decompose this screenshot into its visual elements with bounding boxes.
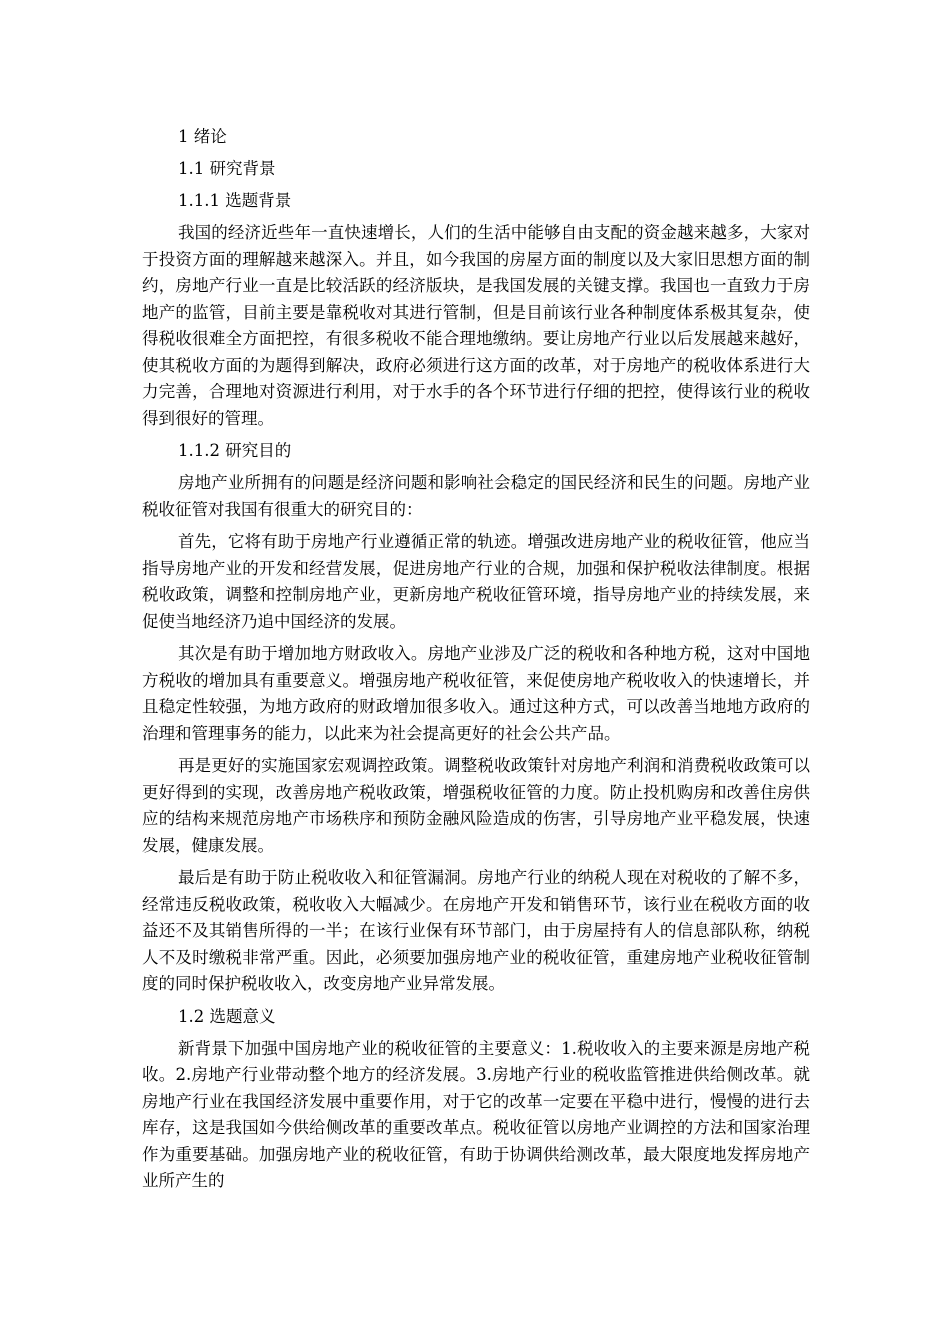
paragraph-purpose-intro: 房地产业所拥有的问题是经济问题和影响社会稳定的国民经济和民生的问题。房地产业税收征管对我国有很重大的研究目的： — [142, 473, 810, 519]
paragraph-background: 我国的经济近些年一直快速增长，人们的生活中能够自由支配的资金越来越多，大家对于投资方面的理解越来越深入。并且，如今我国的房屋方面的制度以及大家旧思想方面的制约，房地产行业一直是比较活跃的经济版块，是我国发展的关键支撑。我国也一直致力于房地产的监管，目前主要是靠税收对其进行管制，但是目前该行业各种制度体系极其复杂，使得税收很难全方面把控，有很多税收不能合理地缴纳。要让房地产行业以后发展越来越好，使其税收方面的为题得到解决，政府必须进行这方面的改革，对于房地产的税收体系进行大力完善，合理地对资源进行利用，对于水手的各个环节进行仔细的把控，使得该行业的税收得到很好的管理。 — [142, 223, 810, 428]
subsection-heading-topic-background: 1.1.1 选题背景 — [178, 191, 292, 210]
chapter-heading: 1 绪论 — [178, 127, 227, 146]
subsection-heading-research-purpose: 1.1.2 研究目的 — [178, 441, 292, 460]
paragraph-second: 其次是有助于增加地方财政收入。房地产业涉及广泛的税收和各种地方税，这对中国地方税收的增加具有重要意义。增强房地产税收征管，来促使房地产税收收入的快速增长，并且稳定性较强，为地方政府的财政增加很多收入。通过这种方式，可以改善当地地方政府的治理和管理事务的能力，以此来为社会提高更好的社会公共产品。 — [142, 644, 810, 743]
paragraph-first: 首先，它将有助于房地产行业遵循正常的轨迹。增强改进房地产业的税收征管，他应当指导房地产业的开发和经营发展，促进房地产行业的合规，加强和保护税收法律制度。根据税收政策，调整和控制房地产业，更新房地产税收征管环境，指导房地产业的持续发展，来促使当地经济乃追中国经济的发展。 — [142, 532, 810, 631]
section-heading-significance: 1.2 选题意义 — [178, 1006, 276, 1026]
paragraph-third: 再是更好的实施国家宏观调控政策。调整税收政策针对房地产利润和消费税收政策可以更好得到的实现，改善房地产税收政策，增强税收征管的力度。防止投机购房和改善住房供应的结构来规范房地产市场秩序和预防金融风险造成的伤害，引导房地产业平稳发展，快速发展，健康发展。 — [142, 756, 810, 855]
paragraph-last: 最后是有助于防止税收收入和征管漏洞。房地产行业的纳税人现在对税收的了解不多，经常违反税收政策，税收收入大幅减少。在房地产开发和销售环节，该行业在税收方面的收益还不及其销售所得的一半；在该行业保有环节部门，由于房屋持有人的信息部队称，纳税人不及时缴税非常严重。因此，必须要加强房地产业的税收征管，重建房地产业税收征管制度的同时保护税收收入，改变房地产业异常发展。 — [142, 868, 810, 993]
paragraph-significance: 新背景下加强中国房地产业的税收征管的主要意义：1.税收收入的主要来源是房地产税收。2.房地产行业带动整个地方的经济发展。3.房地产行业的税收监管推进供给侧改革。就房地产行业在我国经济发展中重要作用，对于它的改革一定要在平稳中进行，慢慢的进行去库存，这是我国如今供给侧改革的重要改革点。税收征管以房地产业调控的方法和国家治理作为重要基础。加强房地产业的税收征管，有助于协调供给测改革，最大限度地发挥房地产业所产生的 — [142, 1038, 810, 1190]
section-heading-research-background: 1.1 研究背景 — [178, 159, 276, 178]
